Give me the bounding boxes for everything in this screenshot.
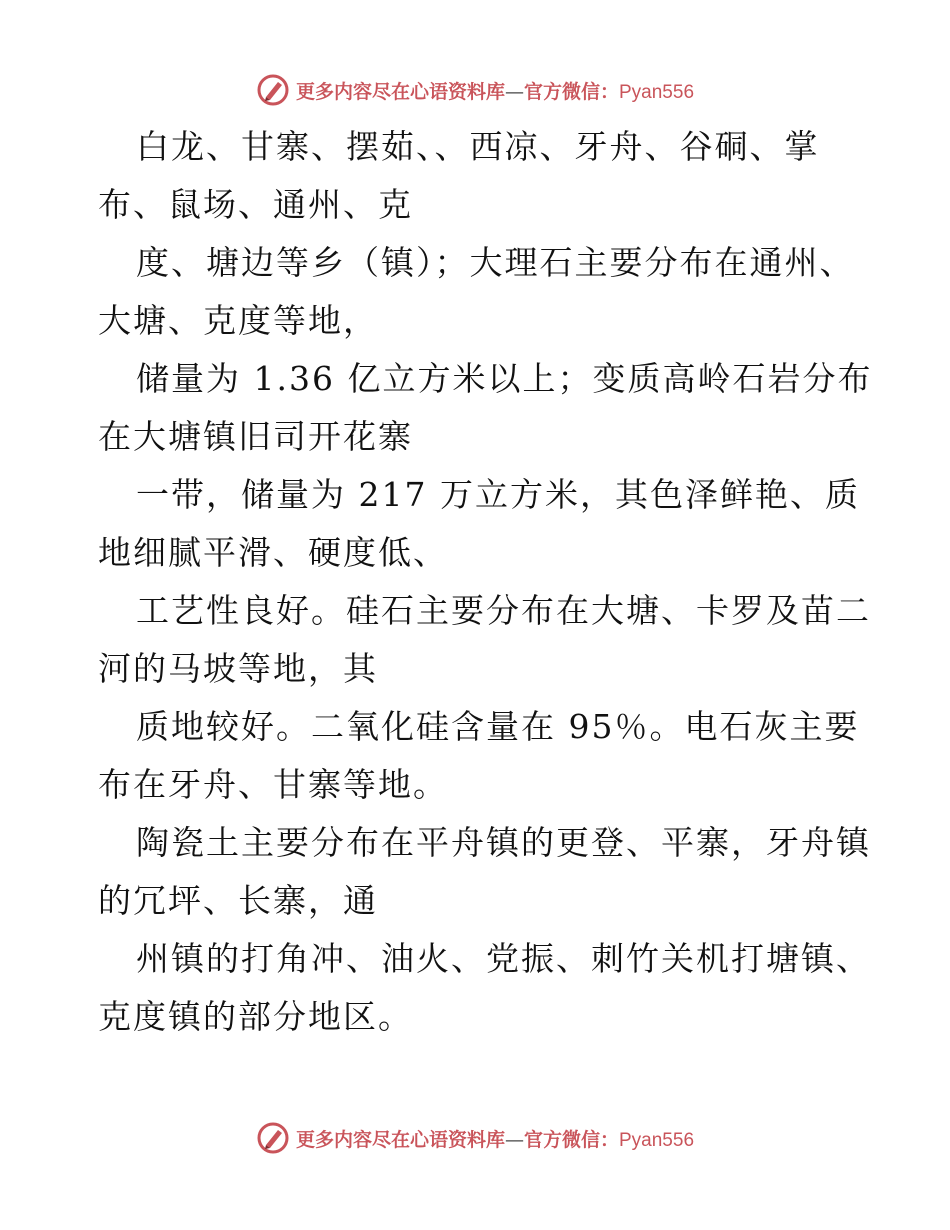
footer-wechat-label: 官方微信：	[523, 1128, 619, 1151]
document-body	[98, 118, 873, 1046]
text-line: 储量为 1.36 亿立方米以上；变质高岭石岩分布	[136, 359, 873, 398]
footer-title: 更多内容尽在心语资料库	[295, 1128, 505, 1151]
paragraph	[98, 350, 873, 466]
paragraph	[98, 466, 858, 582]
pen-seal-icon	[256, 1121, 290, 1155]
header-title: 更多内容尽在心语资料库	[295, 80, 505, 103]
paragraph	[98, 814, 871, 930]
pen-seal-icon	[256, 73, 290, 107]
text-line: 质地较好。二氧化硅含量在 95％。电石灰主要	[136, 707, 860, 746]
text-line: 度、塘边等乡（镇）；大理石主要分布在通州、	[136, 243, 855, 282]
header-banner	[0, 70, 950, 110]
paragraph	[98, 698, 858, 814]
footer-dash: —	[504, 1128, 524, 1151]
text-line: 克度镇的部分地区。	[98, 997, 413, 1036]
paragraph	[98, 930, 871, 1046]
header-wechat-id: Pyan556	[619, 81, 695, 103]
footer-banner	[0, 1118, 950, 1158]
text-line: 布在牙舟、甘寨等地。	[98, 765, 448, 804]
text-line: 在大塘镇旧司开花寨	[98, 417, 413, 456]
footer-banner-text	[296, 1125, 694, 1152]
header-wechat-label: 官方微信：	[523, 80, 619, 103]
text-line: 大塘、克度等地，	[98, 301, 378, 340]
text-line: 一带，储量为 217 万立方米，其色泽鲜艳、质	[136, 475, 860, 514]
footer-wechat-id: Pyan556	[619, 1129, 695, 1151]
text-line: 陶瓷土主要分布在平舟镇的更登、平寨，牙舟镇	[136, 823, 871, 862]
text-line: 地细腻平滑、硬度低、	[98, 533, 448, 572]
paragraph	[98, 118, 858, 234]
text-line: 河的马坡等地，其	[98, 649, 378, 688]
text-line: 的冗坪、长寨，通	[98, 881, 378, 920]
header-dash: —	[504, 80, 524, 103]
text-line: 布、鼠场、通州、克	[98, 185, 413, 224]
paragraph	[98, 234, 858, 350]
text-line: 工艺性良好。硅石主要分布在大塘、卡罗及苗二	[136, 591, 871, 630]
text-line: 白龙、甘寨、摆茹、、西凉、牙舟、谷硐、掌	[136, 127, 820, 166]
text-line: 州镇的打角冲、油火、党振、刺竹关机打塘镇、	[136, 939, 871, 978]
header-banner-text	[296, 77, 694, 104]
paragraph	[98, 582, 871, 698]
